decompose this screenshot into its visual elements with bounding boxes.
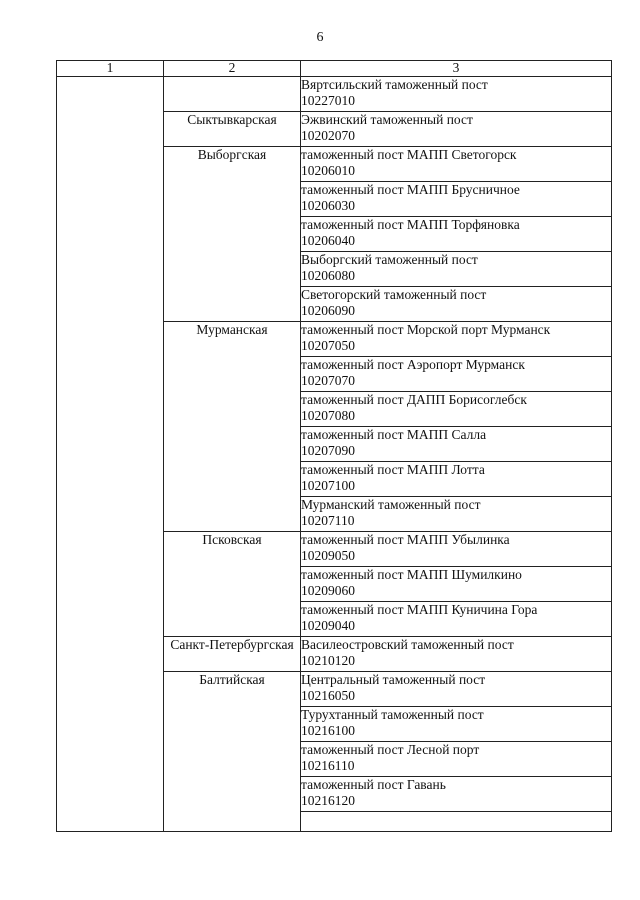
customs-post-name: таможенный пост Морской порт Мурманск bbox=[301, 322, 551, 337]
table-body bbox=[57, 77, 612, 832]
customs-post-cell bbox=[301, 497, 612, 532]
customs-post-code: 10209040 bbox=[301, 618, 355, 633]
customs-post-cell bbox=[301, 357, 612, 392]
customs-post-cell bbox=[301, 532, 612, 567]
customs-post-code: 10207090 bbox=[301, 443, 355, 458]
customs-post-name: Выборгский таможенный пост bbox=[301, 252, 478, 267]
customs-post-code: 10206040 bbox=[301, 233, 355, 248]
customs-post-code: 10216050 bbox=[301, 688, 355, 703]
customs-post-cell bbox=[301, 742, 612, 777]
customs-post-name: таможенный пост МАПП Салла bbox=[301, 427, 487, 442]
customs-post-name: Василеостровский таможенный пост bbox=[301, 637, 514, 652]
region-cell: Санкт-Петербургская bbox=[164, 637, 301, 672]
customs-post-cell bbox=[301, 252, 612, 287]
customs-post-cell bbox=[301, 322, 612, 357]
customs-post-code: 10216120 bbox=[301, 793, 355, 808]
customs-post-name: таможенный пост МАПП Светогорск bbox=[301, 147, 517, 162]
customs-post-cell bbox=[301, 602, 612, 637]
customs-post-name: таможенный пост Гавань bbox=[301, 777, 446, 792]
customs-post-name: таможенный пост МАПП Лотта bbox=[301, 462, 485, 477]
column-1-cell bbox=[57, 77, 164, 832]
customs-post-cell bbox=[301, 112, 612, 147]
region-cell: Балтийская bbox=[164, 672, 301, 832]
customs-post-code: 10207070 bbox=[301, 373, 355, 388]
customs-post-name: таможенный пост МАПП Торфяновка bbox=[301, 217, 520, 232]
customs-post-code: 10227010 bbox=[301, 93, 355, 108]
customs-posts-table bbox=[56, 60, 612, 832]
tail-cell bbox=[301, 812, 612, 832]
customs-post-cell bbox=[301, 462, 612, 497]
customs-post-name: таможенный пост Аэропорт Мурманск bbox=[301, 357, 525, 372]
customs-post-name: Светогорский таможенный пост bbox=[301, 287, 487, 302]
customs-post-name: Центральный таможенный пост bbox=[301, 672, 486, 687]
customs-post-cell bbox=[301, 147, 612, 182]
customs-post-name: таможенный пост МАПП Убылинка bbox=[301, 532, 510, 547]
customs-post-code: 10206090 bbox=[301, 303, 355, 318]
customs-post-name: Турухтанный таможенный пост bbox=[301, 707, 484, 722]
region-cell: Сыктывкарская bbox=[164, 112, 301, 147]
customs-post-name: таможенный пост ДАПП Борисоглебск bbox=[301, 392, 527, 407]
customs-post-code: 10209060 bbox=[301, 583, 355, 598]
customs-post-code: 10207100 bbox=[301, 478, 355, 493]
customs-post-code: 10207080 bbox=[301, 408, 355, 423]
customs-post-name: таможенный пост МАПП Брусничное bbox=[301, 182, 520, 197]
customs-post-name: таможенный пост Лесной порт bbox=[301, 742, 480, 757]
customs-post-cell bbox=[301, 707, 612, 742]
customs-post-name: Мурманский таможенный пост bbox=[301, 497, 481, 512]
region-cell: Псковская bbox=[164, 532, 301, 637]
customs-post-code: 10216100 bbox=[301, 723, 355, 738]
region-cell bbox=[164, 77, 301, 112]
customs-post-cell bbox=[301, 427, 612, 462]
customs-post-cell bbox=[301, 217, 612, 252]
page-number: 6 bbox=[316, 30, 324, 45]
customs-post-cell bbox=[301, 287, 612, 322]
customs-post-code: 10206030 bbox=[301, 198, 355, 213]
customs-post-code: 10202070 bbox=[301, 128, 355, 143]
column-header-2: 2 bbox=[164, 61, 301, 77]
customs-post-cell bbox=[301, 567, 612, 602]
customs-post-cell bbox=[301, 637, 612, 672]
customs-post-cell bbox=[301, 392, 612, 427]
customs-post-code: 10207050 bbox=[301, 338, 355, 353]
column-header-3: 3 bbox=[301, 61, 612, 77]
customs-post-code: 10207110 bbox=[301, 513, 355, 528]
customs-post-cell bbox=[301, 777, 612, 812]
customs-post-code: 10206010 bbox=[301, 163, 355, 178]
customs-post-code: 10209050 bbox=[301, 548, 355, 563]
customs-post-code: 10210120 bbox=[301, 653, 355, 668]
table-row bbox=[57, 77, 612, 112]
region-cell: Выборгская bbox=[164, 147, 301, 322]
customs-post-name: таможенный пост МАПП Куничина Гора bbox=[301, 602, 538, 617]
header-row bbox=[57, 61, 612, 77]
customs-post-cell bbox=[301, 182, 612, 217]
customs-post-name: таможенный пост МАПП Шумилкино bbox=[301, 567, 522, 582]
customs-post-name: Эжвинский таможенный пост bbox=[301, 112, 473, 127]
customs-post-code: 10216110 bbox=[301, 758, 355, 773]
region-cell: Мурманская bbox=[164, 322, 301, 532]
customs-post-cell bbox=[301, 672, 612, 707]
customs-post-code: 10206080 bbox=[301, 268, 355, 283]
column-header-1: 1 bbox=[57, 61, 164, 77]
customs-post-name: Вяртсильский таможенный пост bbox=[301, 77, 488, 92]
customs-post-cell bbox=[301, 77, 612, 112]
